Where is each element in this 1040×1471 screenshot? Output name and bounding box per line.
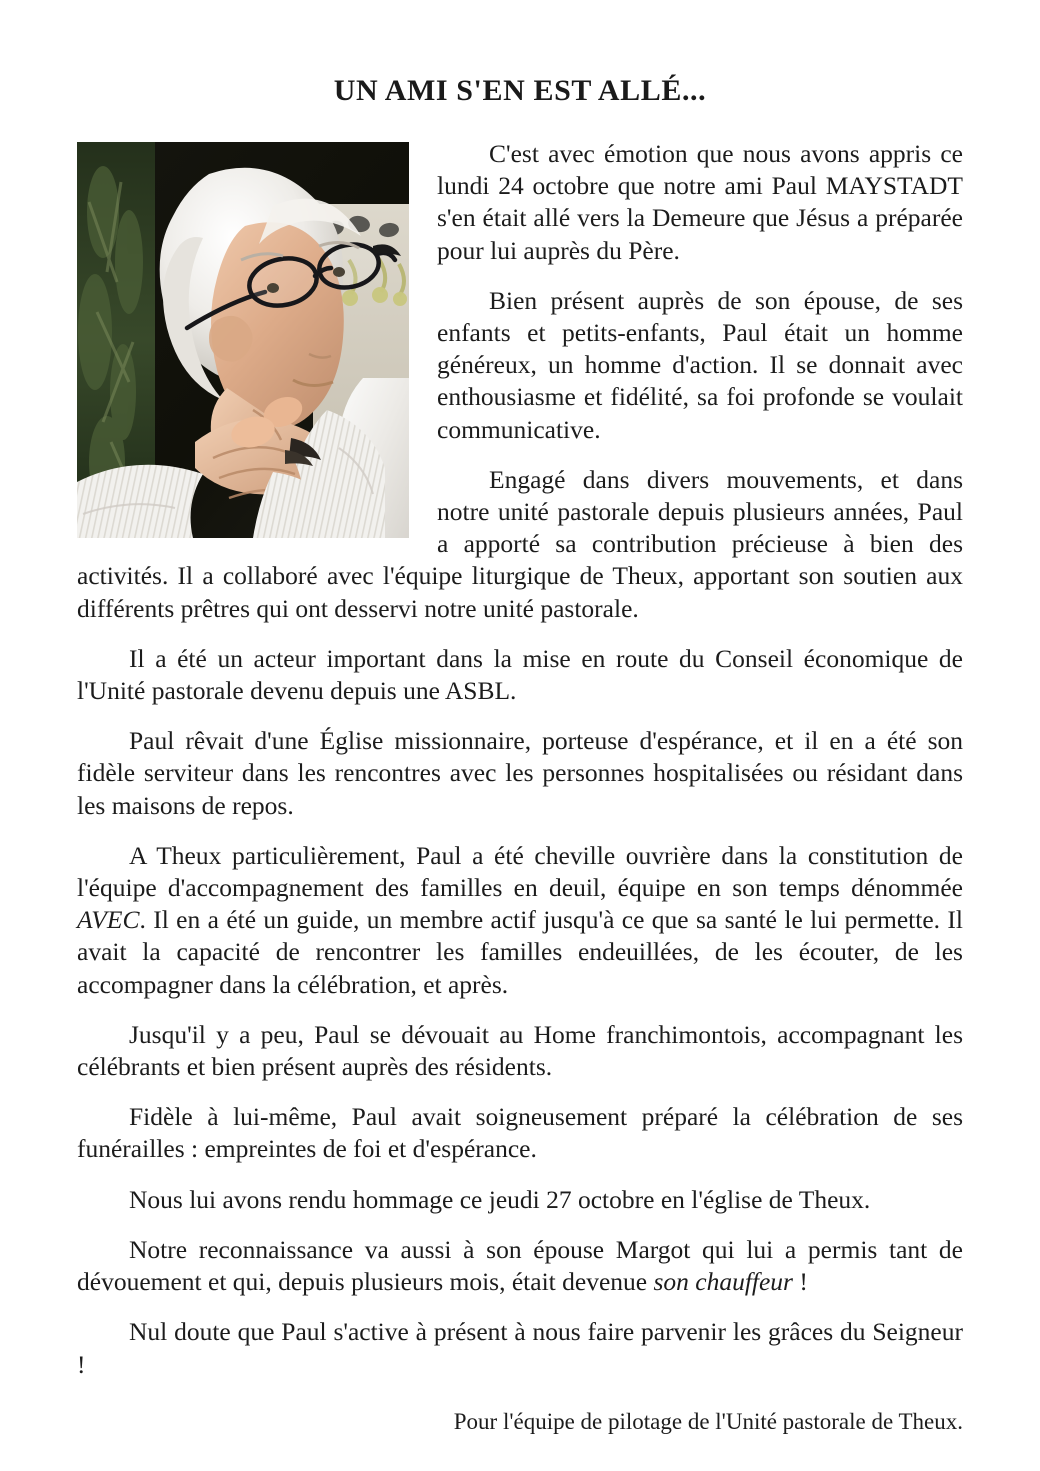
paragraph-10-text-before: Notre reconnaissance va aussi à son épouse Margot qui lui a permis tant de dévouement et qui, depuis plusieurs mois, était devenue [77, 1234, 963, 1297]
portrait-image [77, 142, 409, 538]
paragraph-3: Engagé dans divers mouvements, et dans notre unité pastorale depuis plusieurs années, Paul a apporté sa contribution précieuse à bien des activités. Il a collaboré avec l'équipe liturgique de Theux, apportant son soutien aux différents prêtres qui ont desservi notre unité pastorale. [77, 464, 963, 623]
paragraph-9: Nous lui avons rendu hommage ce jeudi 27 octobre en l'église de Theux. [129, 1184, 871, 1214]
article-body [77, 138, 963, 1437]
paragraph-6-text-before: A Theux particulièrement, Paul a été cheville ouvrière dans la constitution de l'équipe d'accompagnement des familles en deuil, équipe en son temps dénommée [77, 840, 963, 903]
paragraph-2: Bien présent auprès de son épouse, de ses enfants et petits-enfants, Paul était un homme généreux, un homme d'action. Il se donnait avec enthousiasme et fidélité, sa foi profonde se voulait communicative. [437, 285, 963, 444]
page-title: UN AMI S'EN EST ALLÉ... [333, 74, 707, 107]
paragraph-6-emphasis-avec: AVEC [77, 905, 140, 935]
paragraph-10-emphasis-chauffeur: son chauffeur [653, 1267, 793, 1297]
paragraph-1: C'est avec émotion que nous avons appris ce lundi 24 octobre que notre ami Paul MAYSTADT s'en était allé vers la Demeure que Jésus a préparée pour lui auprès du Père. [437, 139, 963, 265]
paragraph-7: Jusqu'il y a peu, Paul se dévouait au Home franchimontois, accompagnant les célébrants et bien présent auprès des résidents. [77, 1019, 963, 1082]
paragraph-6-text-after: . Il en a été un guide, un membre actif jusqu'à ce que sa santé le lui permette. Il avait la capacité de rencontrer les familles endeuillées, de les écouter, de les accompagner dans la célébration, et après. [77, 905, 963, 999]
portrait-photo [77, 142, 409, 538]
paragraph-5: Paul rêvait d'une Église missionnaire, porteuse d'espérance, et il en a été son fidèle serviteur dans les rencontres avec les personnes hospitalisées ou résidant dans les maisons de repos. [77, 726, 963, 820]
signoff-line: Pour l'équipe de pilotage de l'Unité pastorale de Theux. [453, 1408, 963, 1434]
paragraph-10 [77, 1234, 963, 1298]
paragraph-6 [77, 840, 963, 1001]
paragraph-4: Il a été un acteur important dans la mise en route du Conseil économique de l'Unité pastorale devenu depuis une ASBL. [77, 643, 963, 706]
paragraph-8: Fidèle à lui-même, Paul avait soigneusement préparé la célébration de ses funérailles : empreintes de foi et d'espérance. [77, 1102, 963, 1164]
paragraph-11: Nul doute que Paul s'active à présent à nous faire parvenir les grâces du Seigneur ! [77, 1317, 963, 1379]
paragraph-10-text-after: ! [792, 1267, 808, 1297]
